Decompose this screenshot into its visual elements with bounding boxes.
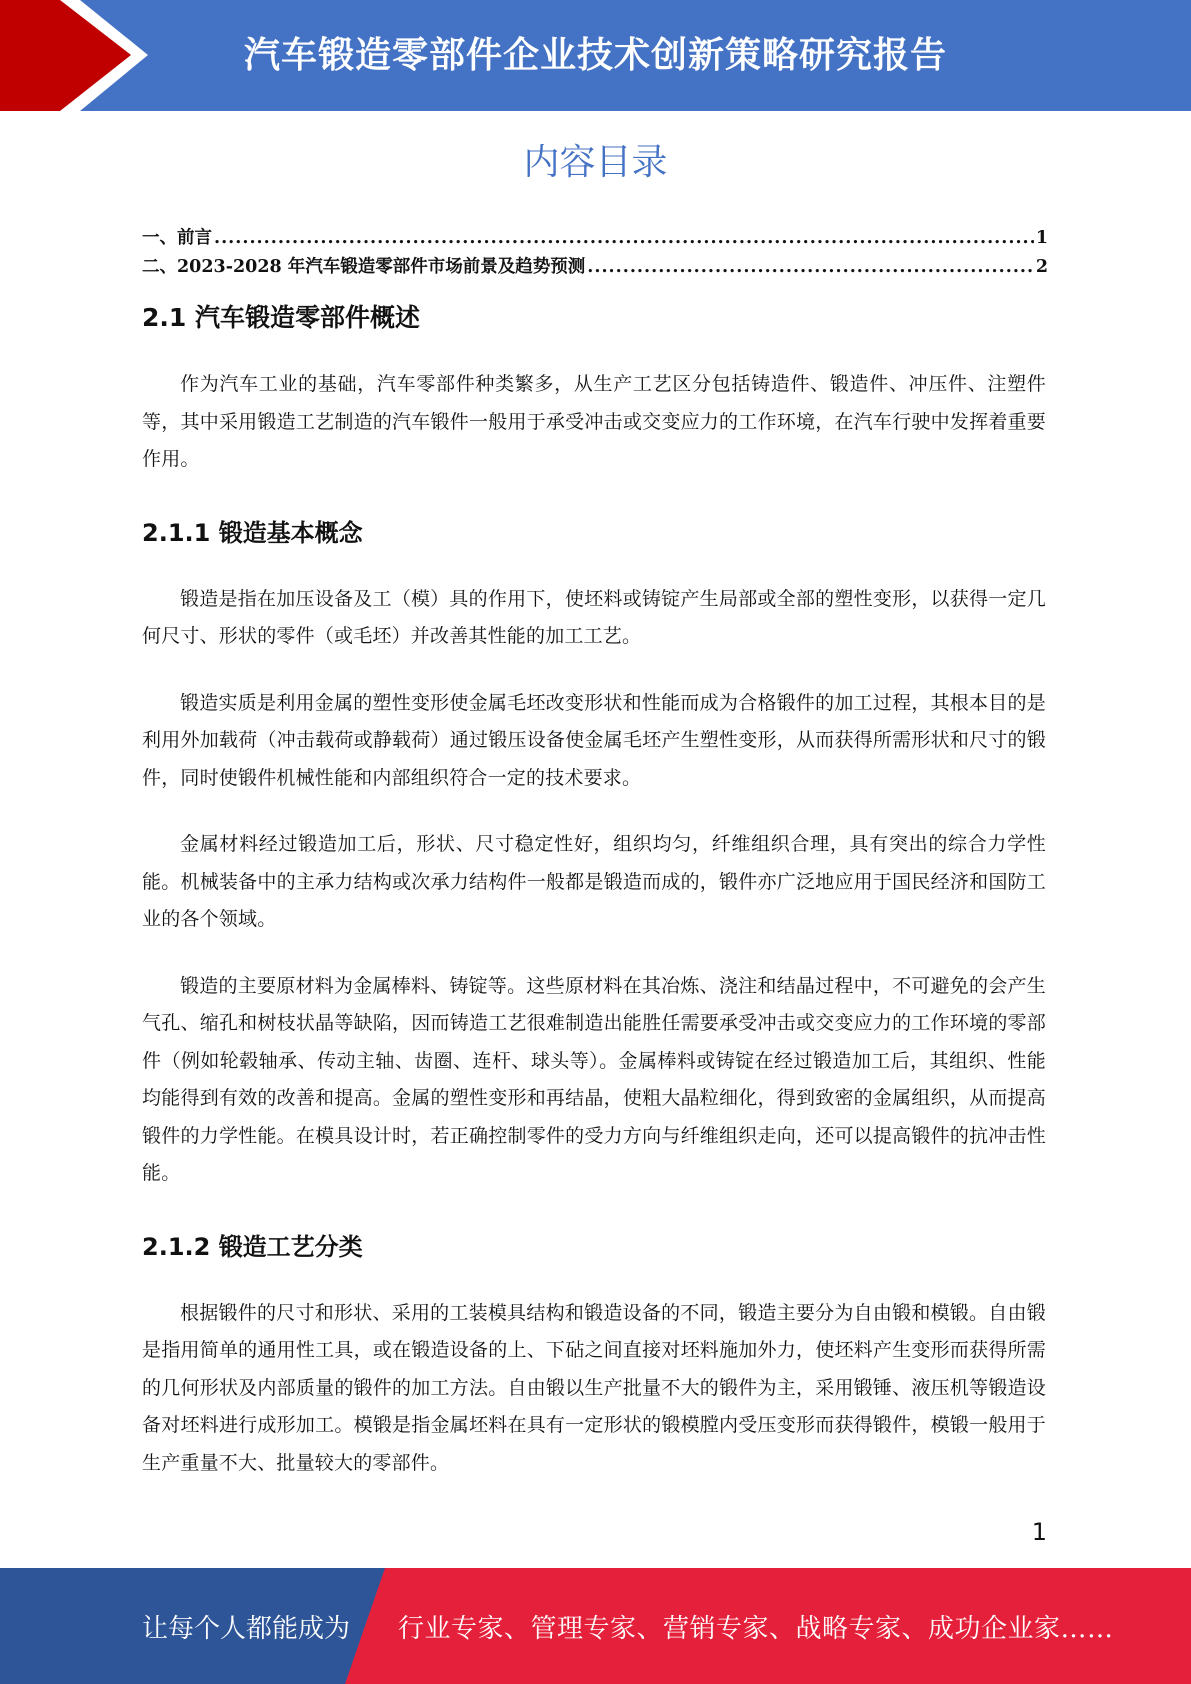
toc-entry-page: 2 [1035,257,1048,277]
paragraph: 锻造的主要原材料为金属棒料、铸锭等。这些原材料在其冶炼、浇注和结晶过程中，不可避免的会产生气孔、缩孔和树枝状晶等缺陷，因而铸造工艺很难制造出能胜任需要承受冲击或交变应力的工作环境的零部件（例如轮毂轴承、传动主轴、齿圈、连杆、球头等）。金属棒料或铸锭在经过锻造加工后，其组织、性能均能得到有效的改善和提高。金属的塑性变形和再结晶，使粗大晶粒细化，得到致密的金属组织，从而提高锻件的力学性能。在模具设计时，若正确控制零件的受力方向与纤维组织走向，还可以提高锻件的抗冲击性能。 [142,974,1046,1184]
toc-entry-label: 二、2023-2028 年汽车锻造零部件市场前景及趋势预测 [142,257,586,277]
footer-banner [0,1568,1191,1684]
toc-title: 内容目录 [523,142,668,183]
header-banner [0,0,1191,111]
paragraph: 根据锻件的尺寸和形状、采用的工装模具结构和锻造设备的不同，锻造主要分为自由锻和模锻。自由锻是指用简单的通用性工具，或在锻造设备的上、下砧之间直接对坯料施加外力，使坯料产生变形而获得所需的几何形状及内部质量的锻件的加工方法。自由锻以生产批量不大的锻件为主，采用锻锤、液压机等锻造设备对坯料进行成形加工。模锻是指金属坯料在具有一定形状的锻模膛内受压变形而获得锻件，模锻一般用于生产重量不大、批量较大的零部件。 [142,1301,1046,1474]
section-heading-2-1-2: 2.1.2 锻造工艺分类 [142,1232,363,1261]
footer-slogan-right: 行业专家、管理专家、营销专家、战略专家、成功企业家…… [398,1613,1114,1644]
section-heading-2-1-1: 2.1.1 锻造基本概念 [142,518,363,547]
section-heading-2-1: 2.1 汽车锻造零部件概述 [142,303,420,332]
paragraph: 金属材料经过锻造加工后，形状、尺寸稳定性好，组织均匀，纤维组织合理，具有突出的综合力学性能。机械装备中的主承力结构或次承力结构件一般都是锻造而成的，锻件亦广泛地应用于国民经济和国防工业的各个领域。 [142,833,1046,930]
paragraph: 作为汽车工业的基础，汽车零部件种类繁多，从生产工艺区分包括铸造件、锻造件、冲压件、注塑件等，其中采用锻造工艺制造的汽车锻件一般用于承受冲击或交变应力的工作环境，在汽车行驶中发挥着重要作用。 [142,373,1046,470]
paragraph: 锻造实质是利用金属的塑性变形使金属毛坯改变形状和性能而成为合格锻件的加工过程，其根本目的是利用外加载荷（冲击载荷或静载荷）通过锻压设备使金属毛坯产生塑性变形，从而获得所需形状和尺寸的锻件，同时使锻件机械性能和内部组织符合一定的技术要求。 [142,691,1046,789]
toc-entry-market-forecast[interactable] [142,253,1048,282]
table-of-contents [142,224,1048,282]
document-body [142,298,1046,1511]
toc-leader-dots [214,224,1034,253]
footer-slogan-left: 让每个人都能成为 [142,1613,351,1644]
toc-leader-dots [587,253,1034,282]
paragraph: 锻造是指在加压设备及工（模）具的作用下，使坯料或铸锭产生局部或全部的塑性变形，以获得一定几何尺寸、形状的零件（或毛坯）并改善其性能的加工工艺。 [142,587,1046,647]
toc-entry-page: 1 [1035,228,1048,248]
page-number: 1 [1031,1518,1047,1546]
toc-entry-preface[interactable] [142,224,1048,253]
report-title: 汽车锻造零部件企业技术创新策略研究报告 [243,34,947,76]
toc-entry-label: 一、前言 [142,228,212,248]
